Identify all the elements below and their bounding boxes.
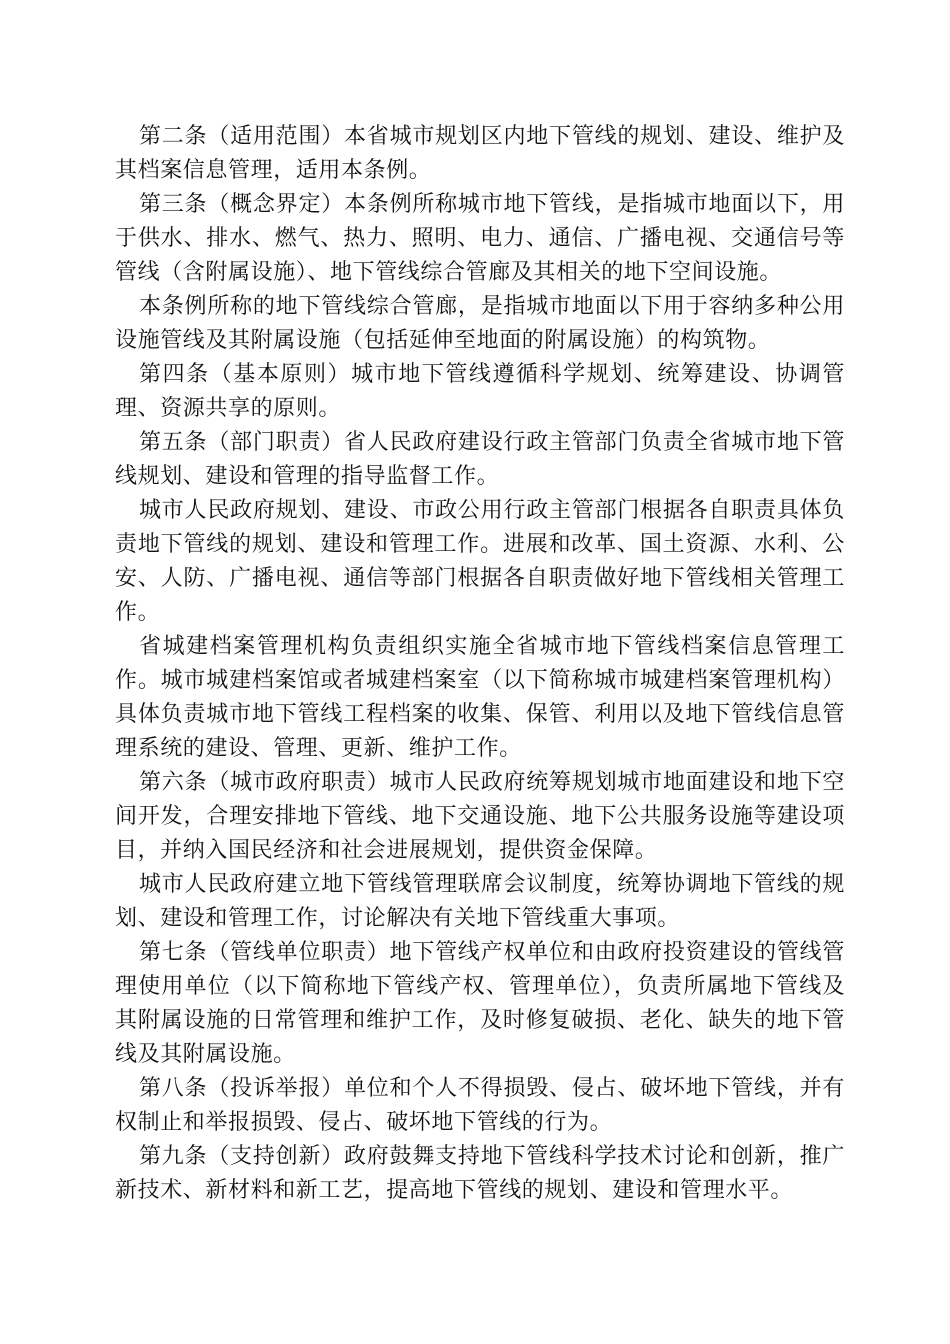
article-7-paragraph: 第七条（管线单位职责）地下管线产权单位和由政府投资建设的管线管理使用单位（以下简称地下管线产权、管理单位），负责所属地下管线及其附属设施的日常管理和维护工作，及时修复破损、老化、缺失的地下管线及其附属设施。 xyxy=(115,940,845,1067)
article-4-paragraph: 第四条（基本原则）城市地下管线遵循科学规划、统筹建设、协调管理、资源共享的原则。 xyxy=(115,362,845,421)
document-body xyxy=(115,120,845,1208)
article-5-paragraph: 第五条（部门职责）省人民政府建设行政主管部门负责全省城市地下管线规划、建设和管理的指导监督工作。 xyxy=(115,430,845,489)
article-9-paragraph: 第九条（支持创新）政府鼓舞支持地下管线科学技术讨论和创新，推广新技术、新材料和新工艺，提高地下管线的规划、建设和管理水平。 xyxy=(115,1144,845,1203)
article-5-archive-paragraph: 省城建档案管理机构负责组织实施全省城市地下管线档案信息管理工作。城市城建档案馆或者城建档案室（以下简称城市城建档案管理机构）具体负责城市地下管线工程档案的收集、保管、利用以及地下管线信息管理系统的建设、管理、更新、维护工作。 xyxy=(115,634,845,761)
article-5-city-government-paragraph: 城市人民政府规划、建设、市政公用行政主管部门根据各自职责具体负责地下管线的规划、建设和管理工作。进展和改革、国土资源、水利、公安、人防、广播电视、通信等部门根据各自职责做好地下管线相关管理工作。 xyxy=(115,498,845,625)
article-8-paragraph: 第八条（投诉举报）单位和个人不得损毁、侵占、破坏地下管线，并有权制止和举报损毁、侵占、破坏地下管线的行为。 xyxy=(115,1076,845,1135)
article-2-paragraph: 第二条（适用范围）本省城市规划区内地下管线的规划、建设、维护及其档案信息管理，适用本条例。 xyxy=(115,124,845,183)
article-6-paragraph: 第六条（城市政府职责）城市人民政府统筹规划城市地面建设和地下空间开发，合理安排地下管线、地下交通设施、地下公共服务设施等建设项目，并纳入国民经济和社会进展规划，提供资金保障。 xyxy=(115,770,845,863)
article-6-joint-meeting-paragraph: 城市人民政府建立地下管线管理联席会议制度，统筹协调地下管线的规划、建设和管理工作，讨论解决有关地下管线重大事项。 xyxy=(115,872,845,931)
article-3-pipe-gallery-paragraph: 本条例所称的地下管线综合管廊，是指城市地面以下用于容纳多种公用设施管线及其附属设施（包括延伸至地面的附属设施）的构筑物。 xyxy=(115,294,845,353)
article-3-paragraph: 第三条（概念界定）本条例所称城市地下管线，是指城市地面以下，用于供水、排水、燃气、热力、照明、电力、通信、广播电视、交通信号等管线（含附属设施）、地下管线综合管廊及其相关的地下空间设施。 xyxy=(115,192,845,285)
